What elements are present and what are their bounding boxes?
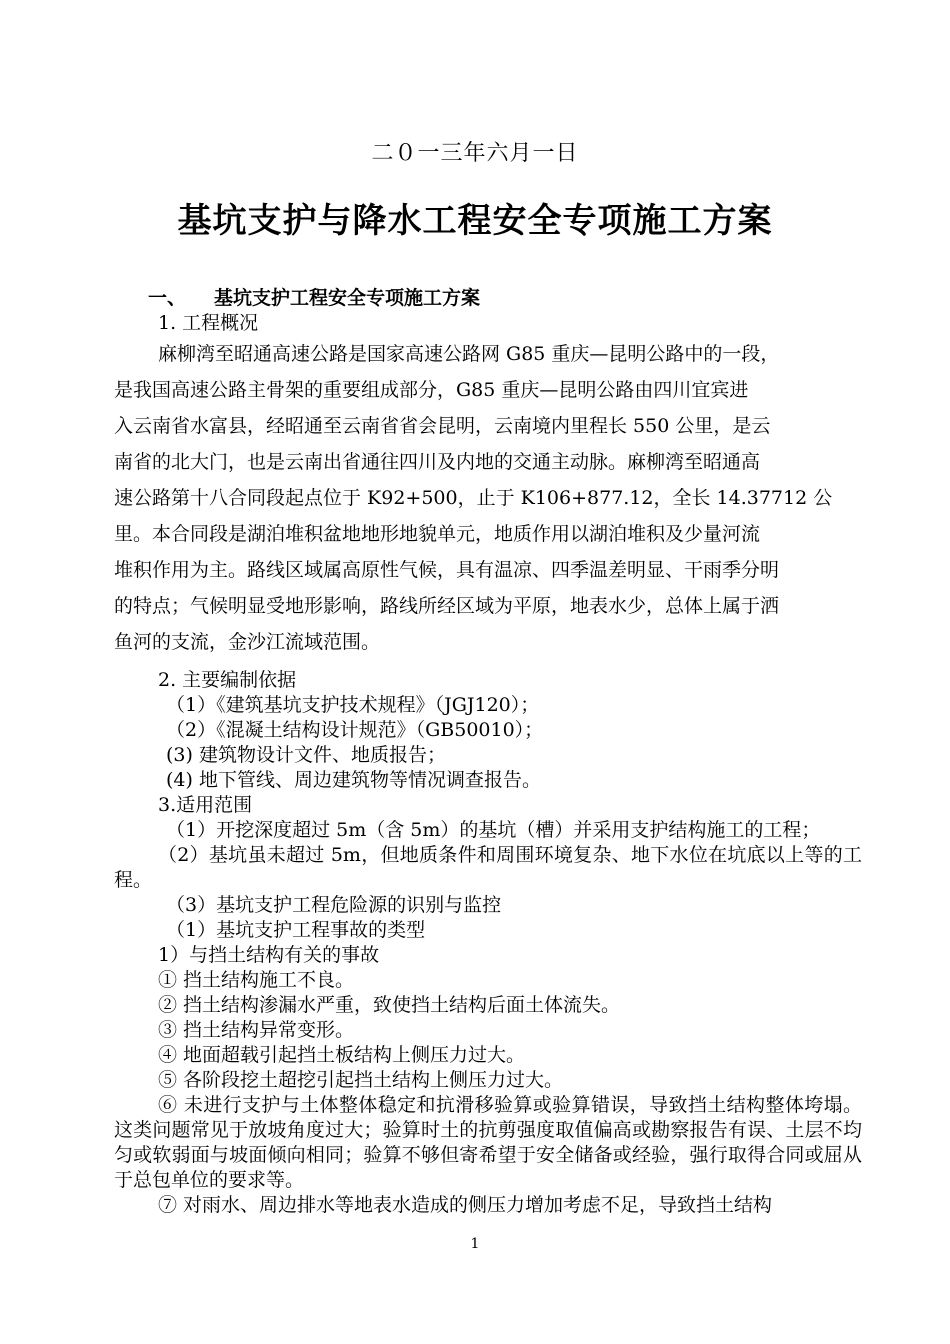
- document-date: 二０一三年六月一日: [371, 141, 579, 166]
- accident-item: ⑤ 各阶段挖土超挖引起挡土结构上侧压力过大。: [158, 1069, 564, 1091]
- paragraph-line: 堆积作用为主。路线区域属高原性气候，具有温凉、四季温差明显、干雨季分明: [114, 559, 780, 581]
- accident-item: ④ 地面超载引起挡土板结构上侧压力过大。: [158, 1044, 526, 1066]
- hazard-heading: （3）基坑支护工程危险源的识别与监控: [166, 894, 502, 916]
- paragraph-line: 速公路第十八合同段起点位于 K92+500，止于 K106+877.12，全长 14.37712 公: [114, 487, 833, 509]
- basis-item: (4) 地下管线、周边建筑物等情况调查报告。: [166, 769, 541, 791]
- accident-heading: （1）基坑支护工程事故的类型: [166, 919, 426, 941]
- scope-item: （1）开挖深度超过 5m（含 5m）的基坑（槽）并采用支护结构施工的工程；: [166, 819, 821, 841]
- basis-item: （2）《混凝土结构设计规范》（GB50010）；: [166, 719, 544, 741]
- document-title: 基坑支护与降水工程安全专项施工方案: [177, 201, 773, 241]
- subsection-overview: 1. 工程概况: [158, 312, 259, 334]
- subsection-scope: 3.适用范围: [158, 794, 253, 816]
- basis-item: (3) 建筑物设计文件、地质报告；: [166, 744, 446, 766]
- section-heading: [114, 285, 862, 311]
- accident-item: ③ 挡土结构异常变形。: [158, 1019, 355, 1041]
- page-number: 1: [470, 1236, 480, 1252]
- accident-item: ② 挡土结构渗漏水严重，致使挡土结构后面土体流失。: [158, 994, 621, 1016]
- paragraph-line: 鱼河的支流，金沙江流域范围。: [114, 631, 381, 653]
- document-body: [114, 285, 862, 1218]
- paragraph-line: 南省的北大门，也是云南出省通往四川及内地的交通主动脉。麻柳湾至昭通高: [114, 451, 761, 473]
- paragraph-line: 麻柳湾至昭通高速公路是国家高速公路网 G85 重庆—昆明公路中的一段，: [158, 343, 780, 365]
- paragraph-line: 是我国高速公路主骨架的重要组成部分，G85 重庆—昆明公路由四川宜宾进: [114, 379, 749, 401]
- accident-item: ⑥ 未进行支护与土体整体稳定和抗滑移验算或验算错误，导致挡土结构整体垮塌。这类问题常见于放坡角度过大；验算时土的抗剪强度取值偏高或勘察报告有误、土层不均匀或软弱面与坡面倾向相同；验算不够但寄希望于安全储备或经验，强行取得合同或屈从于总包单位的要求等。: [114, 1094, 862, 1191]
- accident-item: ① 挡土结构施工不良。: [158, 969, 355, 991]
- basis-item: （1）《建筑基坑支护技术规程》（JGJ120）；: [166, 694, 540, 716]
- accident-item: ⑦ 对雨水、周边排水等地表水造成的侧压力增加考虑不足，导致挡土结构: [158, 1194, 773, 1216]
- section-title: 基坑支护工程安全专项施工方案: [214, 287, 481, 309]
- paragraph-line: 的特点；气候明显受地形影响，路线所经区域为平原，地表水少，总体上属于洒: [114, 595, 780, 617]
- paragraph-line: 入云南省水富县，经昭通至云南省省会昆明，云南境内里程长 550 公里，是云: [114, 415, 771, 437]
- retaining-heading: 1）与挡土结构有关的事故: [158, 944, 380, 966]
- scope-item: （2）基坑虽未超过 5m，但地质条件和周围环境复杂、地下水位在坑底以上等的工程。: [114, 844, 862, 891]
- overview-paragraph: [114, 336, 862, 660]
- paragraph-line: 里。本合同段是湖泊堆积盆地地形地貌单元，地质作用以湖泊堆积及少量河流: [114, 523, 761, 545]
- subsection-basis: 2. 主要编制依据: [158, 669, 297, 691]
- section-number: 一、: [148, 287, 187, 309]
